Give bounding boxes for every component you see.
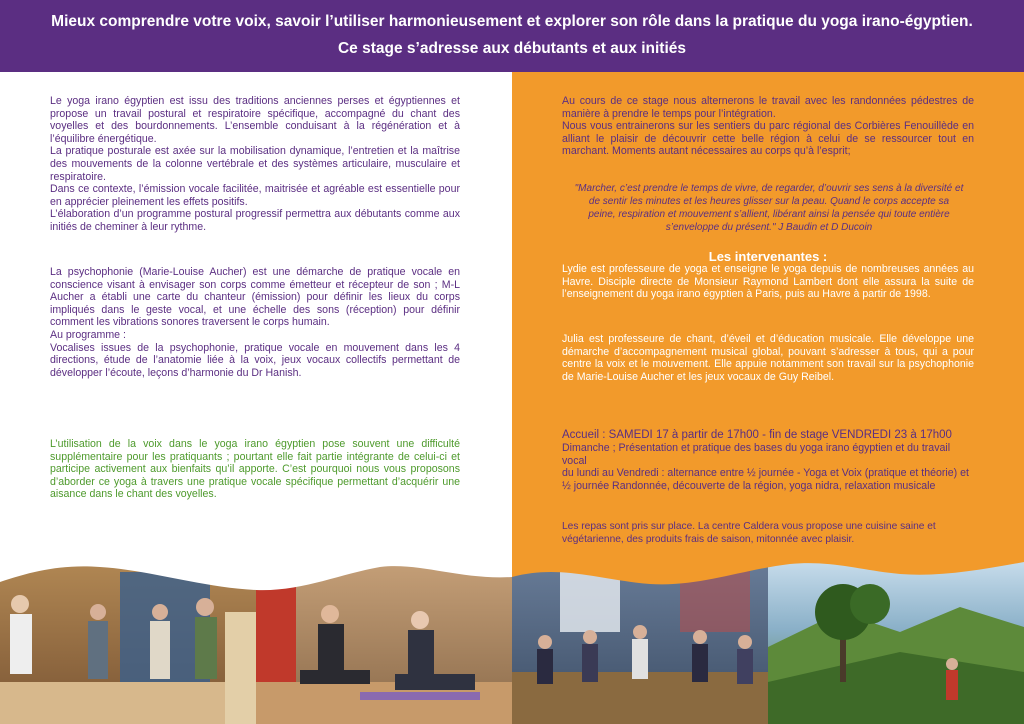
paragraph: Lydie est professeure de yoga et enseigne le yoga depuis de nombreuses années au Havre. Disciple directe de Monsieur Raymond Lambert dont elle assura la suite de l’enseignement du yoga irano égyptien à Paris, puis au Havre à partir de 1998. <box>562 263 974 301</box>
hiking-text <box>562 95 974 158</box>
photo-strip <box>0 552 1024 724</box>
paragraph: L’utilisation de la voix dans le yoga irano égyptien pose souvent une difficulté supplémentaire pour les pratiquants ; pourtant elle fait partie intégrante de celui-ci et participe activement aux bienfaits qu’il apporte. C’est pourquoi nous vous proposons d’aborder ce yoga à travers une pratique vocale spécifique permettant d’acquérir une aisance dans le chant des voyelles. <box>50 438 460 501</box>
program-heading: Au programme : <box>50 328 126 341</box>
psychophonie-text <box>50 266 460 379</box>
paragraph: Nous vous entrainerons sur les sentiers du parc régional des Corbières Fenouillède en alliant le plaisir de découvrir cette belle région à celui de se ressourcer tout en marchant. Moments autant nécessaires au corps qu’à l’esprit; <box>562 120 974 158</box>
paragraph: Le yoga irano égyptien est issu des traditions anciennes perses et égyptiennes et propose un travail postural et respiratoire spécifique, accompagné du chant des voyelles et des bourdonnements. L’ensemble conduisant à la régénération et à l’équilibre énergétique. <box>50 95 460 145</box>
photo-mountain-hike <box>768 552 1024 724</box>
paragraph: La pratique posturale est axée sur la mobilisation dynamique, l’entretien et la maîtrise des mouvements de la colonne vertébrale et des systèmes articulaire, musculaire et respiratoire. <box>50 145 460 183</box>
julia-bio <box>562 333 974 383</box>
header-title: Mieux comprendre votre voix, savoir l’utiliser harmonieusement et explorer son rôle dans la pratique du yoga irano-égyptien. <box>51 13 973 30</box>
voice-usage-text <box>50 438 460 501</box>
paragraph: Julia est professeure de chant, d’éveil et d’éducation musicale. Elle développe une démarche d’accompagnement musical global, pouvant s’adresser à tous, qui a pour centre la voix et le mouvement. Elle appuie notamment son travail sur la psychophonie de Marie-Louise Aucher et les jeux vocaux de Guy Reibel. <box>562 333 974 383</box>
paragraph: Vocalises issues de la psychophonie, pratique vocale en mouvement dans les 4 directions, étude de l’anatomie liée à la voix, jeux vocaux collectifs permettant de développer l’écoute, leçons d’harmonie du Dr Hanish. <box>50 341 460 379</box>
dimanche-line: Dimanche ; Présentation et pratique des bases du yoga irano égyptien et du travail vocal <box>562 442 951 467</box>
paragraph: Au cours de ce stage nous alternerons le travail avec les randonnées pédestres de manière à prendre le temps pour l’intégration. <box>562 95 974 120</box>
intro-yoga-text <box>50 95 460 234</box>
accueil-line: Accueil : SAMEDI 17 à partir de 17h00 - fin de stage VENDREDI 23 à 17h00 <box>562 429 952 441</box>
lundi-line: du lundi au Vendredi : alternance entre ½ journée - Yoga et Voix (pratique et théorie) et ½ journée Randonnée, découverte de la région, yoga nidra, relaxation musicale <box>562 467 969 492</box>
lydie-bio <box>562 263 974 301</box>
meals-note: Les repas sont pris sur place. La centre Caldera vous propose une cuisine saine et végétarienne, des produits frais de saison, mitonnée avec plaisir. <box>562 521 936 545</box>
paragraph: Dans ce contexte, l’émission vocale facilitée, maitrisée et agréable est essentielle pour en apprécier pleinement les effets positifs. <box>50 183 460 208</box>
walking-quote: "Marcher, c’est prendre le temps de vivre, de regarder, d’ouvrir ses sens à la diversité et de sentir les minutes et les heures glisser sur la peau. Quand le corps accepte sa peine, respiration et mouvement s’allient, libérant ainsi la pensée qui toute entière s’enveloppe du présent." J Baudin et D Ducoin <box>574 183 964 233</box>
paragraph: L’élaboration d’un programme postural progressif permettra aux débutants comme aux initiés de cheminer à leur rythme. <box>50 208 460 233</box>
schedule-block <box>562 429 974 492</box>
paragraph: La psychophonie (Marie-Louise Aucher) est une démarche de pratique vocale en conscience visant à envisager son corps comme émetteur et récepteur de son ; M-L Aucher a établi une carte du chanteur (émission) pour définir les lieux du corps impliqués dans le geste vocal, et une échelle des sons (réception) pour définir comment les vibrations sonores traversent le corps humain. <box>50 266 460 329</box>
header-subtitle: Ce stage s’adresse aux débutants et aux initiés <box>337 40 687 57</box>
header-banner <box>0 0 1024 72</box>
intervenantes-heading: Les intervenantes : <box>708 249 828 264</box>
